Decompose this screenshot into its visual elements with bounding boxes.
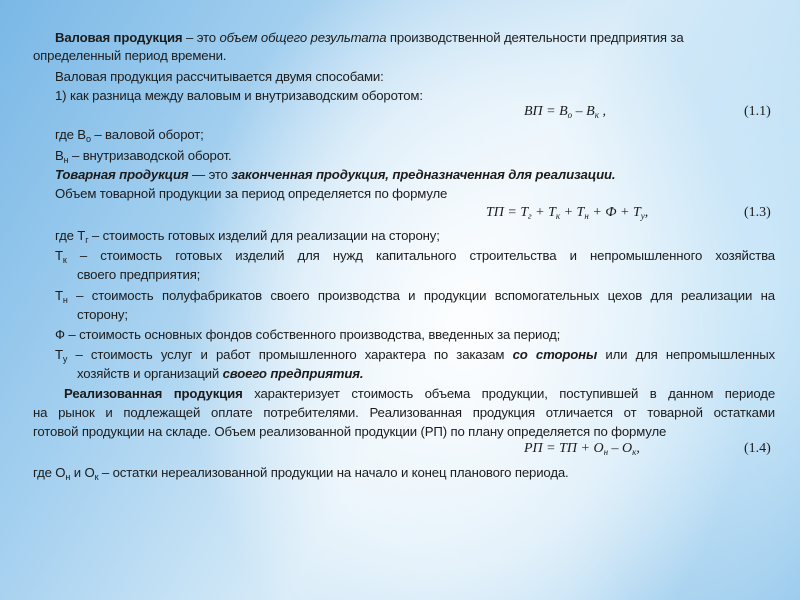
- formula-1-3: ТП = $Т_г + Т_к + Т_н + Ф + Т_у$,: [486, 205, 649, 221]
- line-method-1: 1) как разница между валовым и внутризаводским оборотом:: [55, 88, 423, 103]
- line-where-on-ok: где $О_н$ и $О_к$ – остатки нереализованной продукции на начало и конец планового периода.: [33, 465, 569, 482]
- term-gross-output: Валовая продукция: [55, 30, 183, 45]
- line-gross-definition: Валовая продукция – это объем общего результата производственной деятельности предприятия за: [55, 30, 684, 45]
- formula-1-4: РП = ТП + $О_н - О_к$,: [524, 441, 640, 457]
- emph-gross-result: объем общего результата: [219, 30, 387, 45]
- line-def-tu: $Т_у$ – стоимость услуг и работ промышленного характера по заказам со стороны или для непромышленных: [55, 347, 775, 364]
- equation-number-1-3: (1.3): [744, 205, 771, 220]
- term-commodity-output: Товарная продукция: [55, 167, 189, 182]
- term-realized-output: Реализованная продукция: [64, 386, 243, 401]
- line-def-tg: где $Т_г$ – стоимость готовых изделий для реализации на сторону;: [55, 228, 440, 245]
- line-realized-cont-1: на рынок и подлежащей оплате потребителями. Реализованная продукция отличается от товарной остатками: [33, 405, 775, 420]
- line-where-vn: $В_н$ – внутризаводской оборот.: [55, 148, 232, 165]
- line-def-tk: $Т_к$ – стоимость готовых изделий для нужд капитального строительства и непромышленного хозяйства: [55, 248, 775, 265]
- equation-number-1-1: (1.1): [744, 104, 771, 119]
- line-gross-definition-cont: определенный период времени.: [33, 48, 227, 63]
- line-two-methods: Валовая продукция рассчитывается двумя способами:: [55, 69, 384, 84]
- equation-number-1-4: (1.4): [744, 441, 771, 456]
- formula-1-1: ВП = $В_о - В_к$ ,: [524, 104, 606, 120]
- line-def-tu-cont: хозяйств и организаций своего предприятия.: [77, 366, 364, 381]
- line-def-tk-cont: своего предприятия;: [77, 267, 201, 282]
- line-commodity-definition: Товарная продукция — это законченная продукция, предназначенная для реализации.: [55, 167, 616, 182]
- line-commodity-formula-intro: Объем товарной продукции за период определяется по формуле: [55, 186, 448, 201]
- line-where-vo: где $В_о$ – валовой оборот;: [55, 127, 204, 144]
- emph-own-enterprise: своего предприятия.: [222, 366, 364, 381]
- emph-finished-products: законченная продукция, предназначенная для реализации.: [231, 167, 616, 182]
- line-realized-definition: Реализованная продукция характеризует стоимость объема продукции, поступившей в данном периоде: [64, 386, 775, 401]
- line-def-f: Ф – стоимость основных фондов собственного производства, введенных за период;: [55, 327, 561, 342]
- line-realized-cont-2: готовой продукции на складе. Объем реализованной продукции (РП) по плану определяется по формуле: [33, 424, 667, 439]
- emph-third-party: со стороны: [512, 347, 598, 362]
- line-def-tn: $Т_н$ – стоимость полуфабрикатов своего производства и продукции вспомогательных цехов для реализации на: [55, 288, 775, 305]
- line-def-tn-cont: сторону;: [77, 307, 128, 322]
